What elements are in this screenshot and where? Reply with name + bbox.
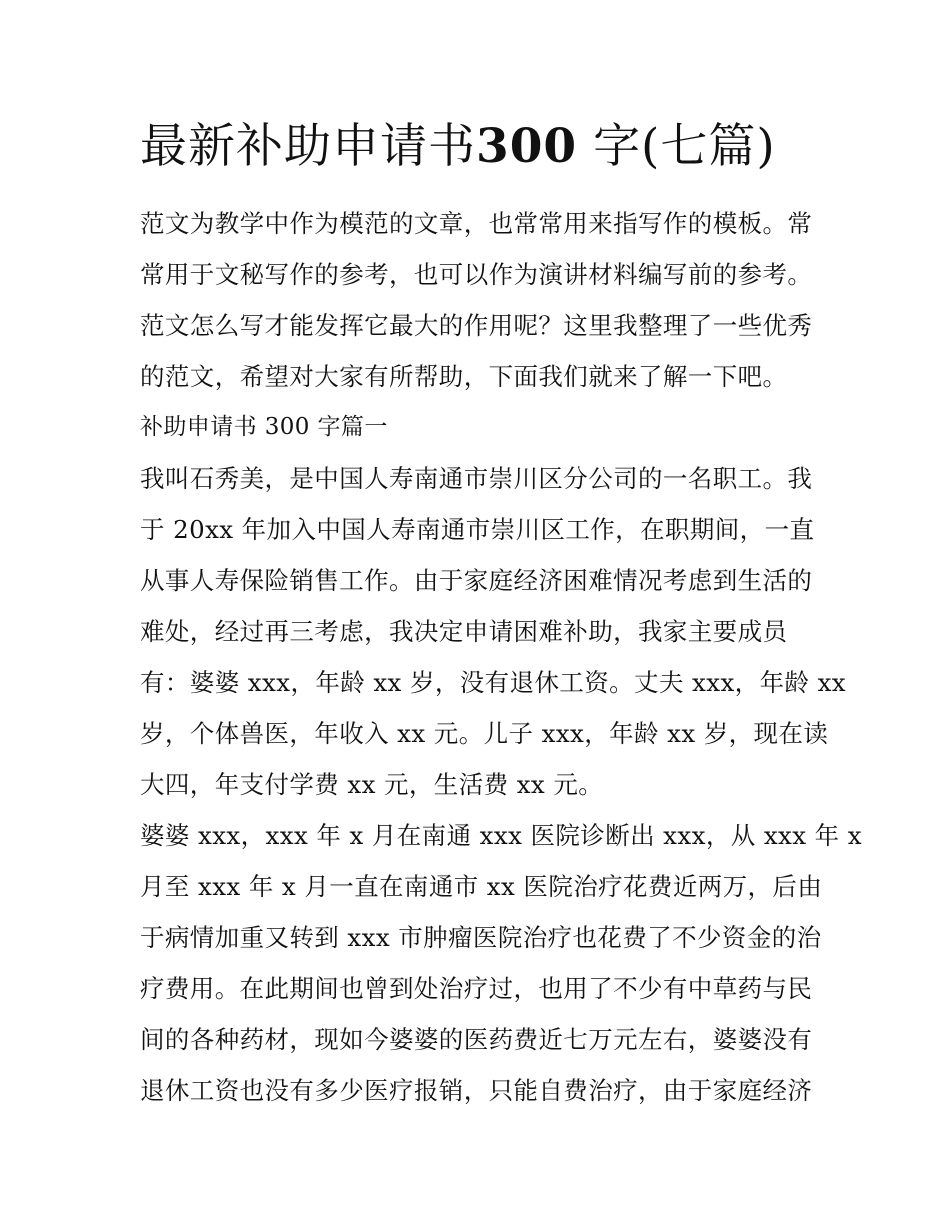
paragraph-line: 婆婆 xxx，xxx 年 x 月在南通 xxx 医院诊断出 xxx，从 xxx 年 x — [140, 821, 862, 850]
paragraph-line: 于病情加重又转到 xxx 市肿瘤医院治疗也花费了不少资金的治 — [140, 923, 822, 952]
paragraph-line: 疗费用。在此期间也曾到处治疗过，也用了不少有中草药与民 — [140, 974, 813, 1003]
title-number: 300 — [476, 119, 578, 174]
paragraph-line: 我叫石秀美，是中国人寿南通市崇川区分公司的一名职工。我 — [140, 464, 813, 493]
document-title — [140, 112, 840, 182]
paragraph-line: 的范文，希望对大家有所帮助，下面我们就来了解一下吧。 — [140, 362, 788, 391]
paragraph-line: 于 20xx 年加入中国人寿南通市崇川区工作，在职期间，一直 — [140, 515, 815, 544]
paragraph-line: 月至 xxx 年 x 月一直在南通市 xx 医院治疗花费近两万，后由 — [140, 872, 823, 901]
paragraph-line: 难处，经过再三考虑，我决定申请困难补助，我家主要成员 — [140, 617, 788, 646]
title-text-part-2: 字(七篇) — [593, 119, 776, 174]
paragraph-line: 从事人寿保险销售工作。由于家庭经济困难情况考虑到生活的 — [140, 566, 813, 595]
paragraph-line: 岁，个体兽医，年收入 xx 元。儿子 xxx，年龄 xx 岁，现在读 — [140, 719, 829, 748]
section-heading: 补助申请书 300 字篇一 — [140, 414, 388, 440]
paragraph-line: 范文为教学中作为模范的文章，也常常用来指写作的模板。常 — [140, 209, 813, 238]
document-body — [140, 198, 862, 1116]
paragraph-line: 间的各种药材，现如今婆婆的医药费近七万元左右，婆婆没有 — [140, 1025, 813, 1054]
paragraph-line: 退休工资也没有多少医疗报销，只能自费治疗，由于家庭经济 — [140, 1076, 813, 1105]
paragraph-line: 大四，年支付学费 xx 元，生活费 xx 元。 — [140, 770, 604, 799]
paragraph-line: 有：婆婆 xxx，年龄 xx 岁，没有退休工资。丈夫 xxx，年龄 xx — [140, 668, 847, 697]
paragraph-line: 范文怎么写才能发挥它最大的作用呢？这里我整理了一些优秀 — [140, 311, 813, 340]
paragraph-line: 常用于文秘写作的参考，也可以作为演讲材料编写前的参考。 — [140, 260, 813, 289]
title-text-part-1: 最新补助申请书 — [140, 119, 476, 174]
